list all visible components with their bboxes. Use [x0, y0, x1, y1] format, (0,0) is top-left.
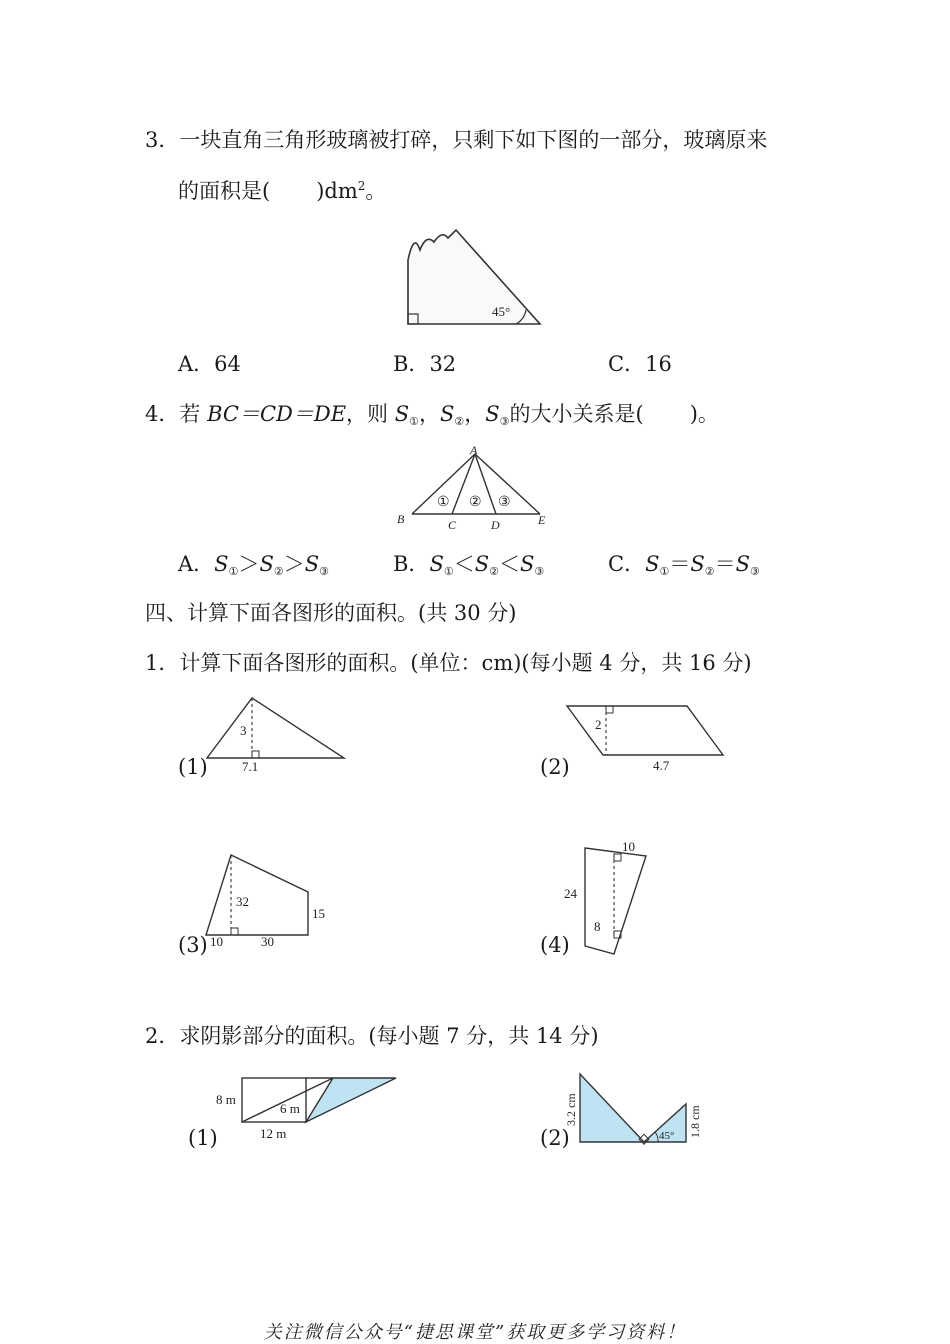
q3-line2: 的面积是( )$dm^2$。	[178, 179, 387, 203]
p1-fig1-triangle	[205, 694, 350, 774]
p1-fig1-height: 3	[240, 723, 247, 738]
p1-title: 1．计算下面各图形的面积。(单位：cm)(每小题 4 分，共 16 分)	[145, 651, 752, 675]
q4-option-c: C．$S_①=S_②=S_③$	[608, 552, 760, 578]
p1-fig2-base: 4.7	[653, 758, 670, 773]
p2-fig1-side: 8 m	[216, 1092, 236, 1107]
p2-fig2-angle: 45°	[659, 1130, 675, 1142]
p2-fig2-label: (2)	[540, 1126, 570, 1150]
p2-fig1-base: 12 m	[260, 1126, 287, 1141]
q4-label-c: C	[448, 518, 457, 532]
footer-note: 关注微信公众号“捷思课堂”获取更多学习资料！	[263, 1322, 687, 1343]
q3-angle-label: 45°	[492, 304, 511, 319]
p1-fig4-top: 10	[622, 839, 635, 854]
q3-option-c: C．16	[608, 352, 672, 376]
p1-fig4-label: (4)	[540, 933, 570, 957]
p2-fig2-figure	[562, 1068, 707, 1148]
p1-fig2-label: (2)	[540, 755, 570, 779]
q4-label-a: A	[470, 443, 478, 457]
q3-figure	[400, 222, 550, 332]
q3-option-b: B．32	[393, 352, 457, 376]
q4-region-2: ②	[469, 495, 482, 510]
p1-fig3-right-base: 30	[261, 934, 274, 949]
q4-label-d: D	[491, 518, 500, 532]
p1-fig4-side: 24	[564, 886, 577, 901]
p1-fig3-height: 32	[236, 894, 249, 909]
p1-fig2-parallelogram	[563, 698, 728, 778]
p1-fig1-label: (1)	[178, 755, 208, 779]
q3-option-a: A．64	[178, 352, 241, 376]
p2-fig1-inner: 6 m	[280, 1101, 300, 1116]
q4-region-3: ③	[498, 495, 511, 510]
p2-fig2-left: 3.2 cm	[564, 1093, 578, 1126]
p1-fig4-bottom: 8	[594, 919, 601, 934]
p2-title: 2．求阴影部分的面积。(每小题 7 分，共 14 分)	[145, 1024, 599, 1048]
p1-fig3-trapezoid	[200, 848, 340, 953]
p1-fig2-height: 2	[595, 717, 602, 732]
q4-label-e: E	[538, 513, 546, 527]
q4-line: 4．若 BC＝CD＝DE，则 $S_①$，$S_②$，$S_③$的大小关系是( )。	[145, 402, 719, 428]
q4-region-1: ①	[437, 495, 450, 510]
p2-fig1-label: (1)	[188, 1126, 218, 1150]
p1-fig3-left-base: 10	[210, 934, 223, 949]
q3-line1: 3．一块直角三角形玻璃被打碎，只剩下如下图的一部分，玻璃原来	[145, 128, 768, 152]
p1-fig3-label: (3)	[178, 933, 208, 957]
q4-label-b: B	[397, 512, 405, 526]
p2-fig1-figure	[210, 1070, 405, 1145]
p1-fig1-base: 7.1	[242, 759, 259, 774]
section4-heading: 四、计算下面各图形的面积。(共 30 分)	[145, 601, 517, 625]
q4-figure	[390, 442, 560, 534]
q4-option-a: A．$S_①>S_②>S_③$	[178, 552, 329, 578]
p1-fig4-trapezoid	[560, 836, 670, 961]
p2-fig2-right: 1.8 cm	[688, 1105, 702, 1138]
p1-fig3-right: 15	[312, 906, 325, 921]
q4-option-b: B．$S_①<S_②<S_③$	[393, 552, 545, 578]
